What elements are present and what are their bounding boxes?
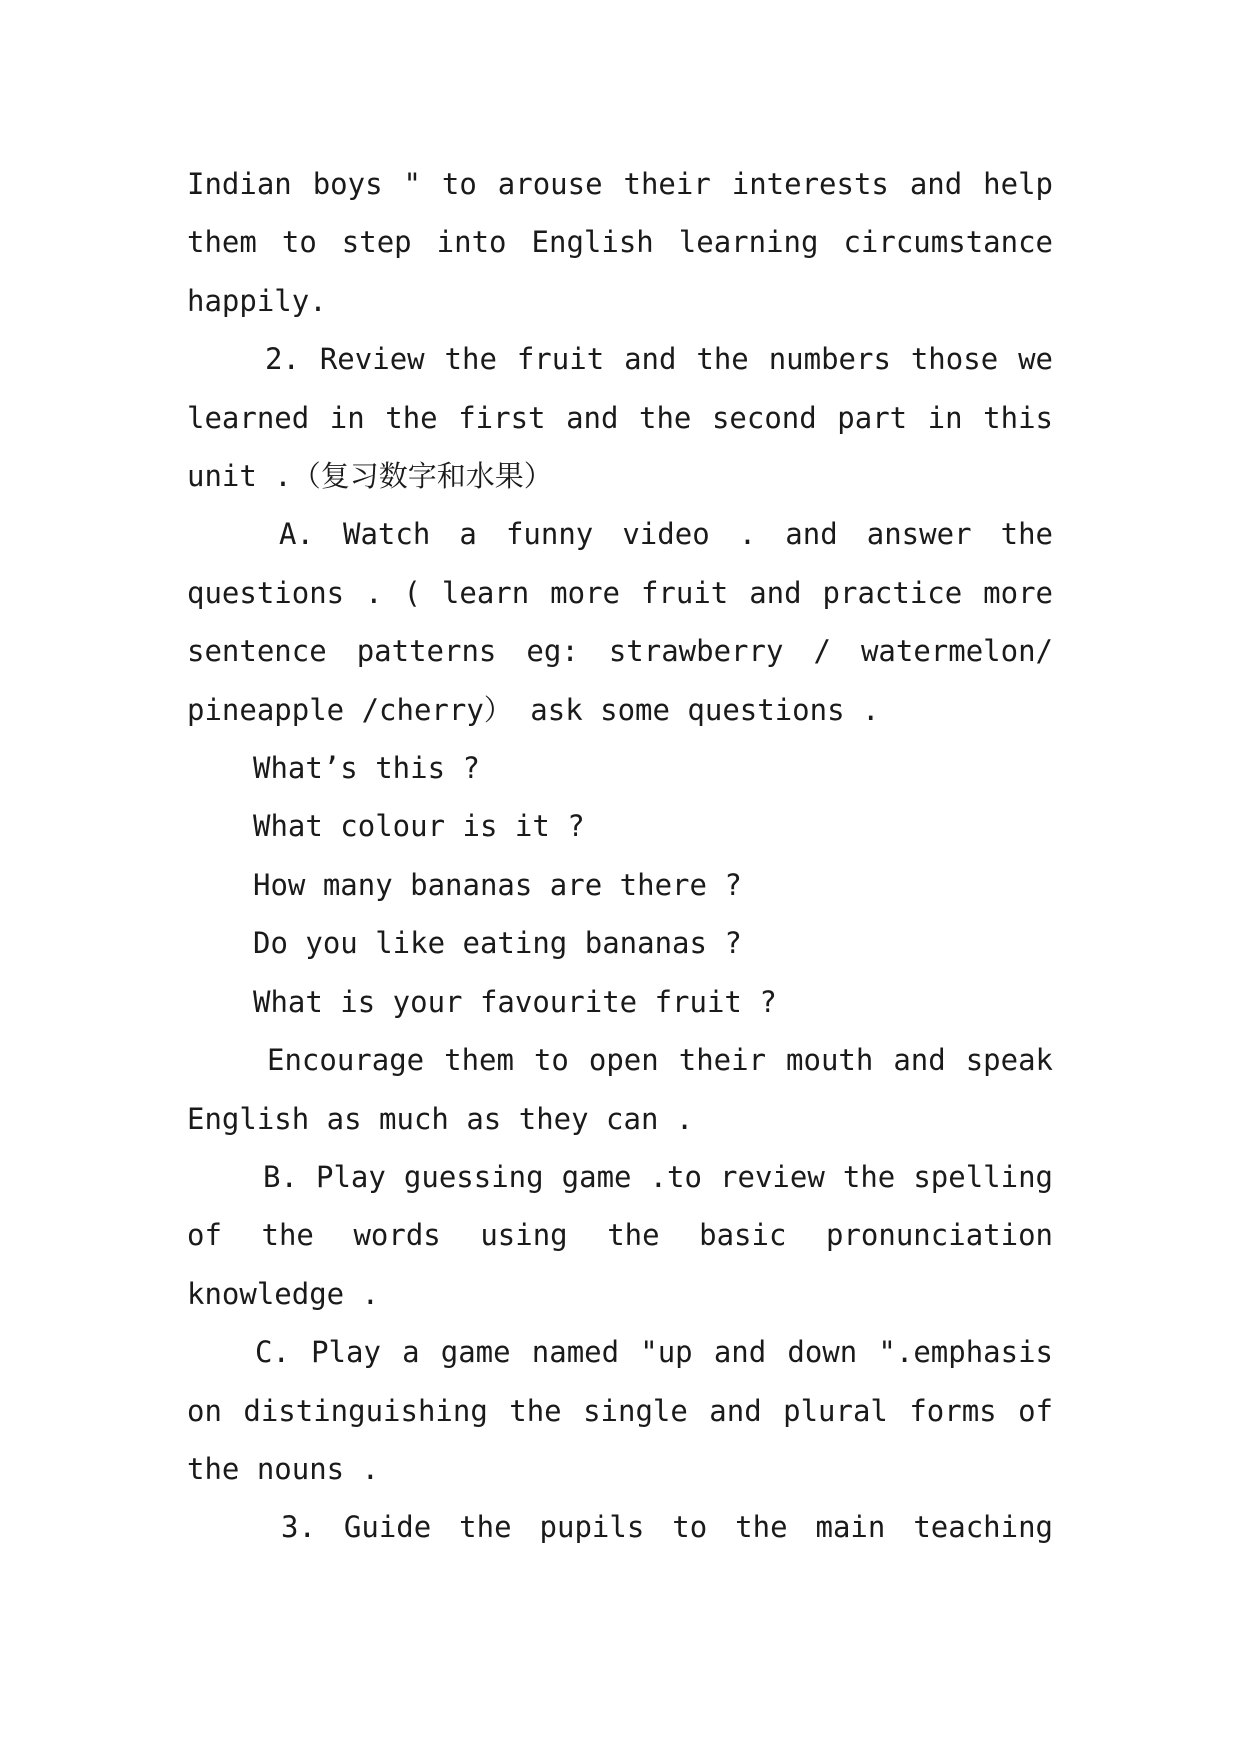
paragraph-step-3: 3. Guide the pupils to the main teaching — [281, 1510, 1053, 1545]
question-item: What colour is it ? — [253, 809, 585, 844]
paragraph-intro-continuation: Indian boys " to arouse their interests and help them to step into English learning circumstance happily. — [187, 167, 1053, 318]
paragraph-step-b: B. Play guessing game .to review the spelling of the words using the basic pronunciation knowledge . — [187, 1159, 1053, 1311]
question-item: How many bananas are there ? — [253, 867, 742, 902]
paragraph-step-a: A. Watch a funny video . and answer the questions . ( learn more fruit and practice more sentence patterns eg: strawberry / watermelon/ pineapple /cherry） ask some questions . — [187, 517, 1053, 727]
paragraph-encourage: Encourage them to open their mouth and speak English as much as they can . — [187, 1043, 1053, 1136]
paragraph-step-c: C. Play a game named "up and down ".emphasis on distinguishing the single and plural forms of the nouns . — [187, 1335, 1053, 1486]
question-list — [187, 739, 1053, 1031]
paragraph-review-step: 2. Review the fruit and the numbers those we learned in the first and the second part in this unit .（复习数字和水果） — [187, 342, 1053, 494]
question-item: What is your favourite fruit ? — [253, 984, 777, 1019]
question-item: Do you like eating bananas ? — [253, 926, 742, 961]
document-page — [187, 155, 1053, 1557]
question-item: What’s this ? — [253, 751, 480, 786]
